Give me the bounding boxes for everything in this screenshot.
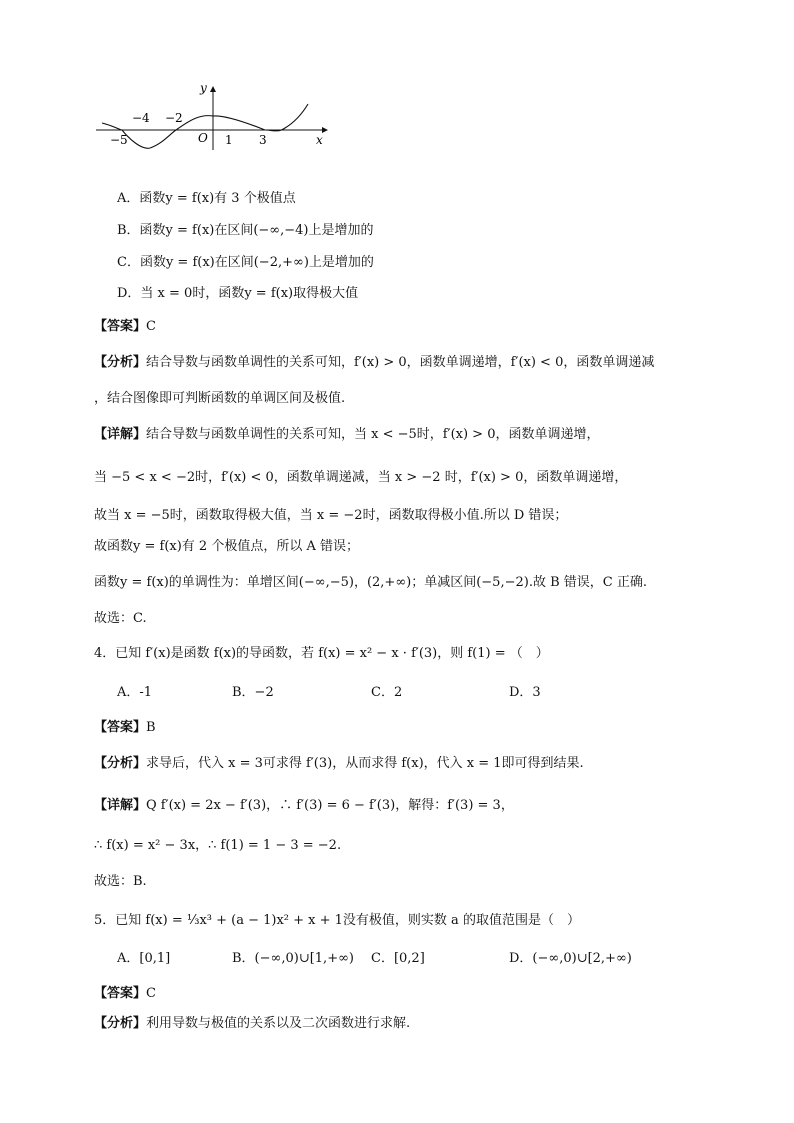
q4-option-d: D．3: [509, 685, 541, 700]
y-axis-label: y: [200, 81, 207, 95]
q3-detail-1: [94, 426, 599, 444]
q3-analysis-2: ，结合图像即可判断函数的单调区间及极值.: [94, 391, 346, 406]
detail-tag: 【详解】: [94, 798, 147, 813]
q4-answer: [94, 719, 156, 737]
answer-value: C: [146, 319, 156, 334]
q4-detail-2: ∴ f(x) = x² − 3x，∴ f(1) = 1 − 3 = −2.: [94, 838, 342, 853]
q3-option-b: B．函数y = f(x)在区间(−∞,−4)上是增加的: [117, 223, 374, 238]
q4-option-b: B．−2: [232, 685, 274, 700]
tick-label-minus4: −4: [132, 111, 150, 125]
x-axis-label: x: [316, 133, 323, 147]
answer-value: B: [146, 720, 156, 735]
analysis-text: 求导后，代入 x = 3可求得 f′(3)，从而求得 f(x)，代入 x = 1即可得到结果.: [146, 756, 584, 771]
q3-choose: 故选：C.: [94, 611, 147, 626]
answer-tag: 【答案】: [94, 319, 147, 334]
q5-analysis: [94, 1015, 410, 1033]
analysis-tag: 【分析】: [94, 756, 147, 771]
q4-choose: 故选：B.: [94, 874, 147, 889]
q3-detail-5: 函数y = f(x)的单调性为：单增区间(−∞,−5)，(2,+∞)；单减区间(−5,−2).故 B 错误，C 正确.: [94, 575, 647, 590]
analysis-text: 结合导数与函数单调性的关系可知，f′(x) > 0，函数单调递增，f′(x) < 0，函数单调递减: [146, 355, 655, 370]
q5-stem: 5．已知 f(x) = ⅓x³ + (a − 1)x² + x + 1没有极值，则实数 a 的取值范围是（ ）: [94, 913, 580, 928]
answer-value: C: [146, 986, 156, 1001]
detail-text: 结合导数与函数单调性的关系可知，当 x < −5时，f′(x) > 0，函数单调递增，: [146, 427, 600, 442]
q4-option-a: A．-1: [117, 685, 153, 700]
q3-answer: [94, 318, 156, 336]
detail-text: Q f′(x) = 2x − f′(3)，∴ f′(3) = 6 − f′(3)，解得：f′(3) = 3，: [146, 798, 514, 813]
x-axis-arrow-icon: [322, 127, 328, 133]
tick-label-minus2: −2: [165, 111, 183, 125]
tick-label-minus5: −5: [110, 133, 128, 147]
analysis-text: 利用导数与极值的关系以及二次函数进行求解.: [146, 1016, 411, 1031]
q5-option-b: B．(−∞,0)∪[1,+∞): [232, 951, 354, 966]
answer-tag: 【答案】: [94, 986, 147, 1001]
y-axis-arrow-icon: [210, 86, 216, 92]
q4-option-c: C．2: [371, 685, 403, 700]
q3-detail-4: 故函数y = f(x)有 2 个极值点，所以 A 错误；: [94, 539, 359, 554]
q3-detail-3: 故当 x = −5时，函数取得极大值，当 x = −2时，函数取得极小值.所以 D 错误；: [94, 508, 568, 523]
analysis-tag: 【分析】: [94, 355, 147, 370]
q3-option-c: C．函数y = f(x)在区间(−2,+∞)上是增加的: [117, 255, 374, 270]
q4-analysis: [94, 755, 584, 773]
q4-detail-1: [94, 797, 514, 815]
derivative-graph: [90, 78, 340, 158]
q3-analysis-1: [94, 354, 654, 372]
q3-option-a: A．函数y = f(x)有 3 个极值点: [117, 191, 296, 206]
q4-stem: 4．已知 f′(x)是函数 f(x)的导函数，若 f(x) = x² − x · f′(3)，则 f(1) = （ ）: [94, 646, 549, 661]
detail-tag: 【详解】: [94, 427, 147, 442]
answer-tag: 【答案】: [94, 720, 147, 735]
q5-answer: [94, 985, 156, 1003]
q3-detail-2: 当 −5 < x < −2时，f′(x) < 0，函数单调递减，当 x > −2 时，f′(x) > 0，函数单调递增，: [94, 470, 628, 485]
origin-label: O: [198, 131, 208, 145]
q5-option-a: A．[0,1]: [117, 951, 171, 966]
q5-option-d: D．(−∞,0)∪[2,+∞): [509, 951, 632, 966]
tick-label-3: 3: [259, 133, 267, 147]
q3-option-d: D．当 x = 0时，函数y = f(x)取得极大值: [117, 286, 359, 301]
analysis-tag: 【分析】: [94, 1016, 147, 1031]
q5-option-c: C．[0,2]: [371, 951, 425, 966]
tick-label-1: 1: [225, 133, 233, 147]
